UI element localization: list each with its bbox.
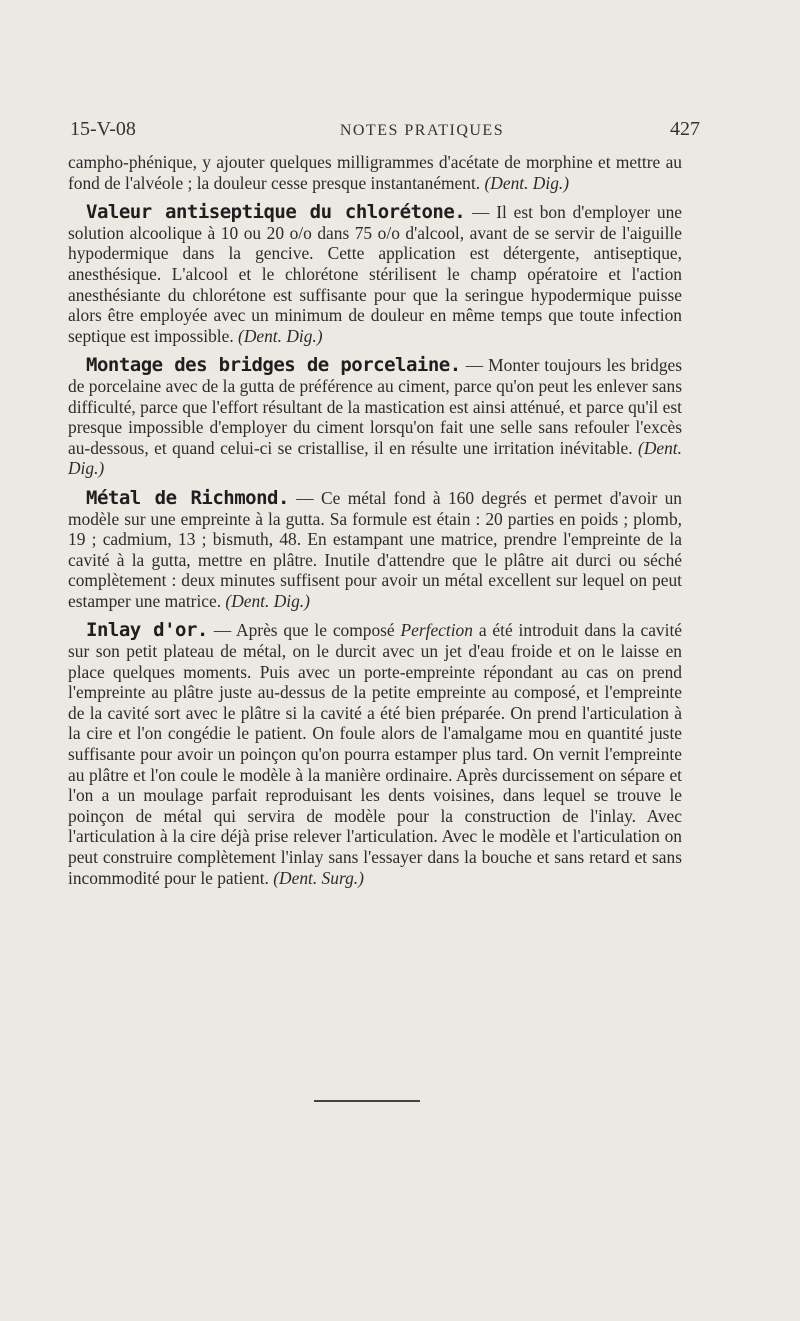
article-heading: Valeur antiseptique du chlorétone. — [86, 201, 466, 224]
article-text: — Ce métal fond à 160 degrés et permet d'avoir un modèle sur une empreinte à la gutta. Sa formule est étain : 20 parties en poids ; plomb, 19 ; cadmium, 13 ; bismuth, 48. En estampant une matrice, prendre l'empreinte de la cavité à la gutta, mettre en plâtre. Inutile d'attendre que le plâtre ait durci ou séché complètement : deux minutes suffisent pour avoir un métal excellent sur lequel on peut estamper une matrice. — [68, 487, 683, 611]
article-bridges — [68, 355, 682, 479]
source-citation: (Dent. Dig.) — [238, 325, 323, 346]
source-citation: (Dent. Dig.) — [68, 437, 682, 479]
page-header — [70, 118, 700, 141]
source-citation: (Dent. Surg.) — [273, 867, 364, 888]
source-citation: (Dent. Dig.) — [484, 172, 570, 193]
article-gold-inlay — [68, 620, 682, 888]
article-body — [68, 152, 682, 897]
source-citation: (Dent. Dig.) — [225, 590, 310, 611]
article-text: — Il est bon d'employer une solution alcoolique à 10 ou 20 o/o dans 75 o/o d'alcool, avant de se servir de l'aiguille hypodermique dans la gencive. Cette application est détergente, antiseptique, anesthésique. L'alcool et le chlorétone stérilisent le champ opératoire et l'action anesthésiante du chlorétone est suffisante pour que la seringue hypodermique puisse alors être employée avec un minimum de douleur en même temps que toute infection septique est impossible. — [68, 202, 682, 346]
article-text-lead: — Après que le composé — [207, 620, 401, 641]
section-divider — [314, 1100, 420, 1102]
intro-paragraph — [68, 152, 682, 193]
page-number: 427 — [669, 118, 700, 140]
article-richmond-metal — [68, 488, 682, 612]
article-text: — Monter toujours les bridges de porcelaine avec de la gutta de préférence au ciment, parce qu'on peut les enlever sans difficulté, parce que l'effort résultant de la mastication est ainsi atténué, et parce qu'il est presque impossible d'employer du ciment lorsqu'on fait une selle sans refouler l'excès au-dessous, et quand celui-ci se cristallise, il en résulte une irritation inévitable. — [68, 355, 682, 458]
running-title: NOTES PRATIQUES — [339, 122, 505, 139]
intro-text: campho-phénique, y ajouter quelques milligrammes d'acétate de morphine et mettre au fond de l'alvéole ; la douleur cesse presque instantanément. — [68, 152, 682, 193]
issue-date: 15-V-08 — [70, 118, 136, 140]
article-heading: Inlay d'or. — [86, 619, 208, 642]
article-heading: Métal de Richmond. — [86, 486, 289, 509]
article-chloretone — [68, 202, 682, 346]
product-name: Perfection — [400, 620, 473, 641]
article-text: a été introduit dans la cavité sur son petit plateau de métal, on le durcit avec un jet d'eau froide et on le laisse en place quelques moments. Puis avec un porte-empreinte répondant au cas on prend l'empreinte au plâtre juste au-dessus de la petite empreinte au composé, et l'empreinte de la cavité sort avec le plâtre si la cavité a été bien préparée. On prend l'articulation à la cire et l'on congédie le patient. On foule alors de l'amalgame mou en quantité juste suffisante pour avoir un poinçon qu'on pourra estamper plus tard. On vernit l'empreinte au plâtre et l'on coule le modèle à la manière ordinaire. Après durcissement on sépare et l'on a un moulage parfait reproduisant les dents voisines, dans lequel se trouve le poinçon de métal qui servira de modèle pour la construction de l'inlay. Avec l'articulation à la cire déjà prise relever l'articulation. Avec le modèle et l'articulation on peut construire complètement l'inlay sans l'essayer dans la bouche et sans retard et sans incommodité pour le patient. — [68, 620, 682, 888]
article-heading: Montage des bridges de porcelaine. — [86, 354, 461, 377]
